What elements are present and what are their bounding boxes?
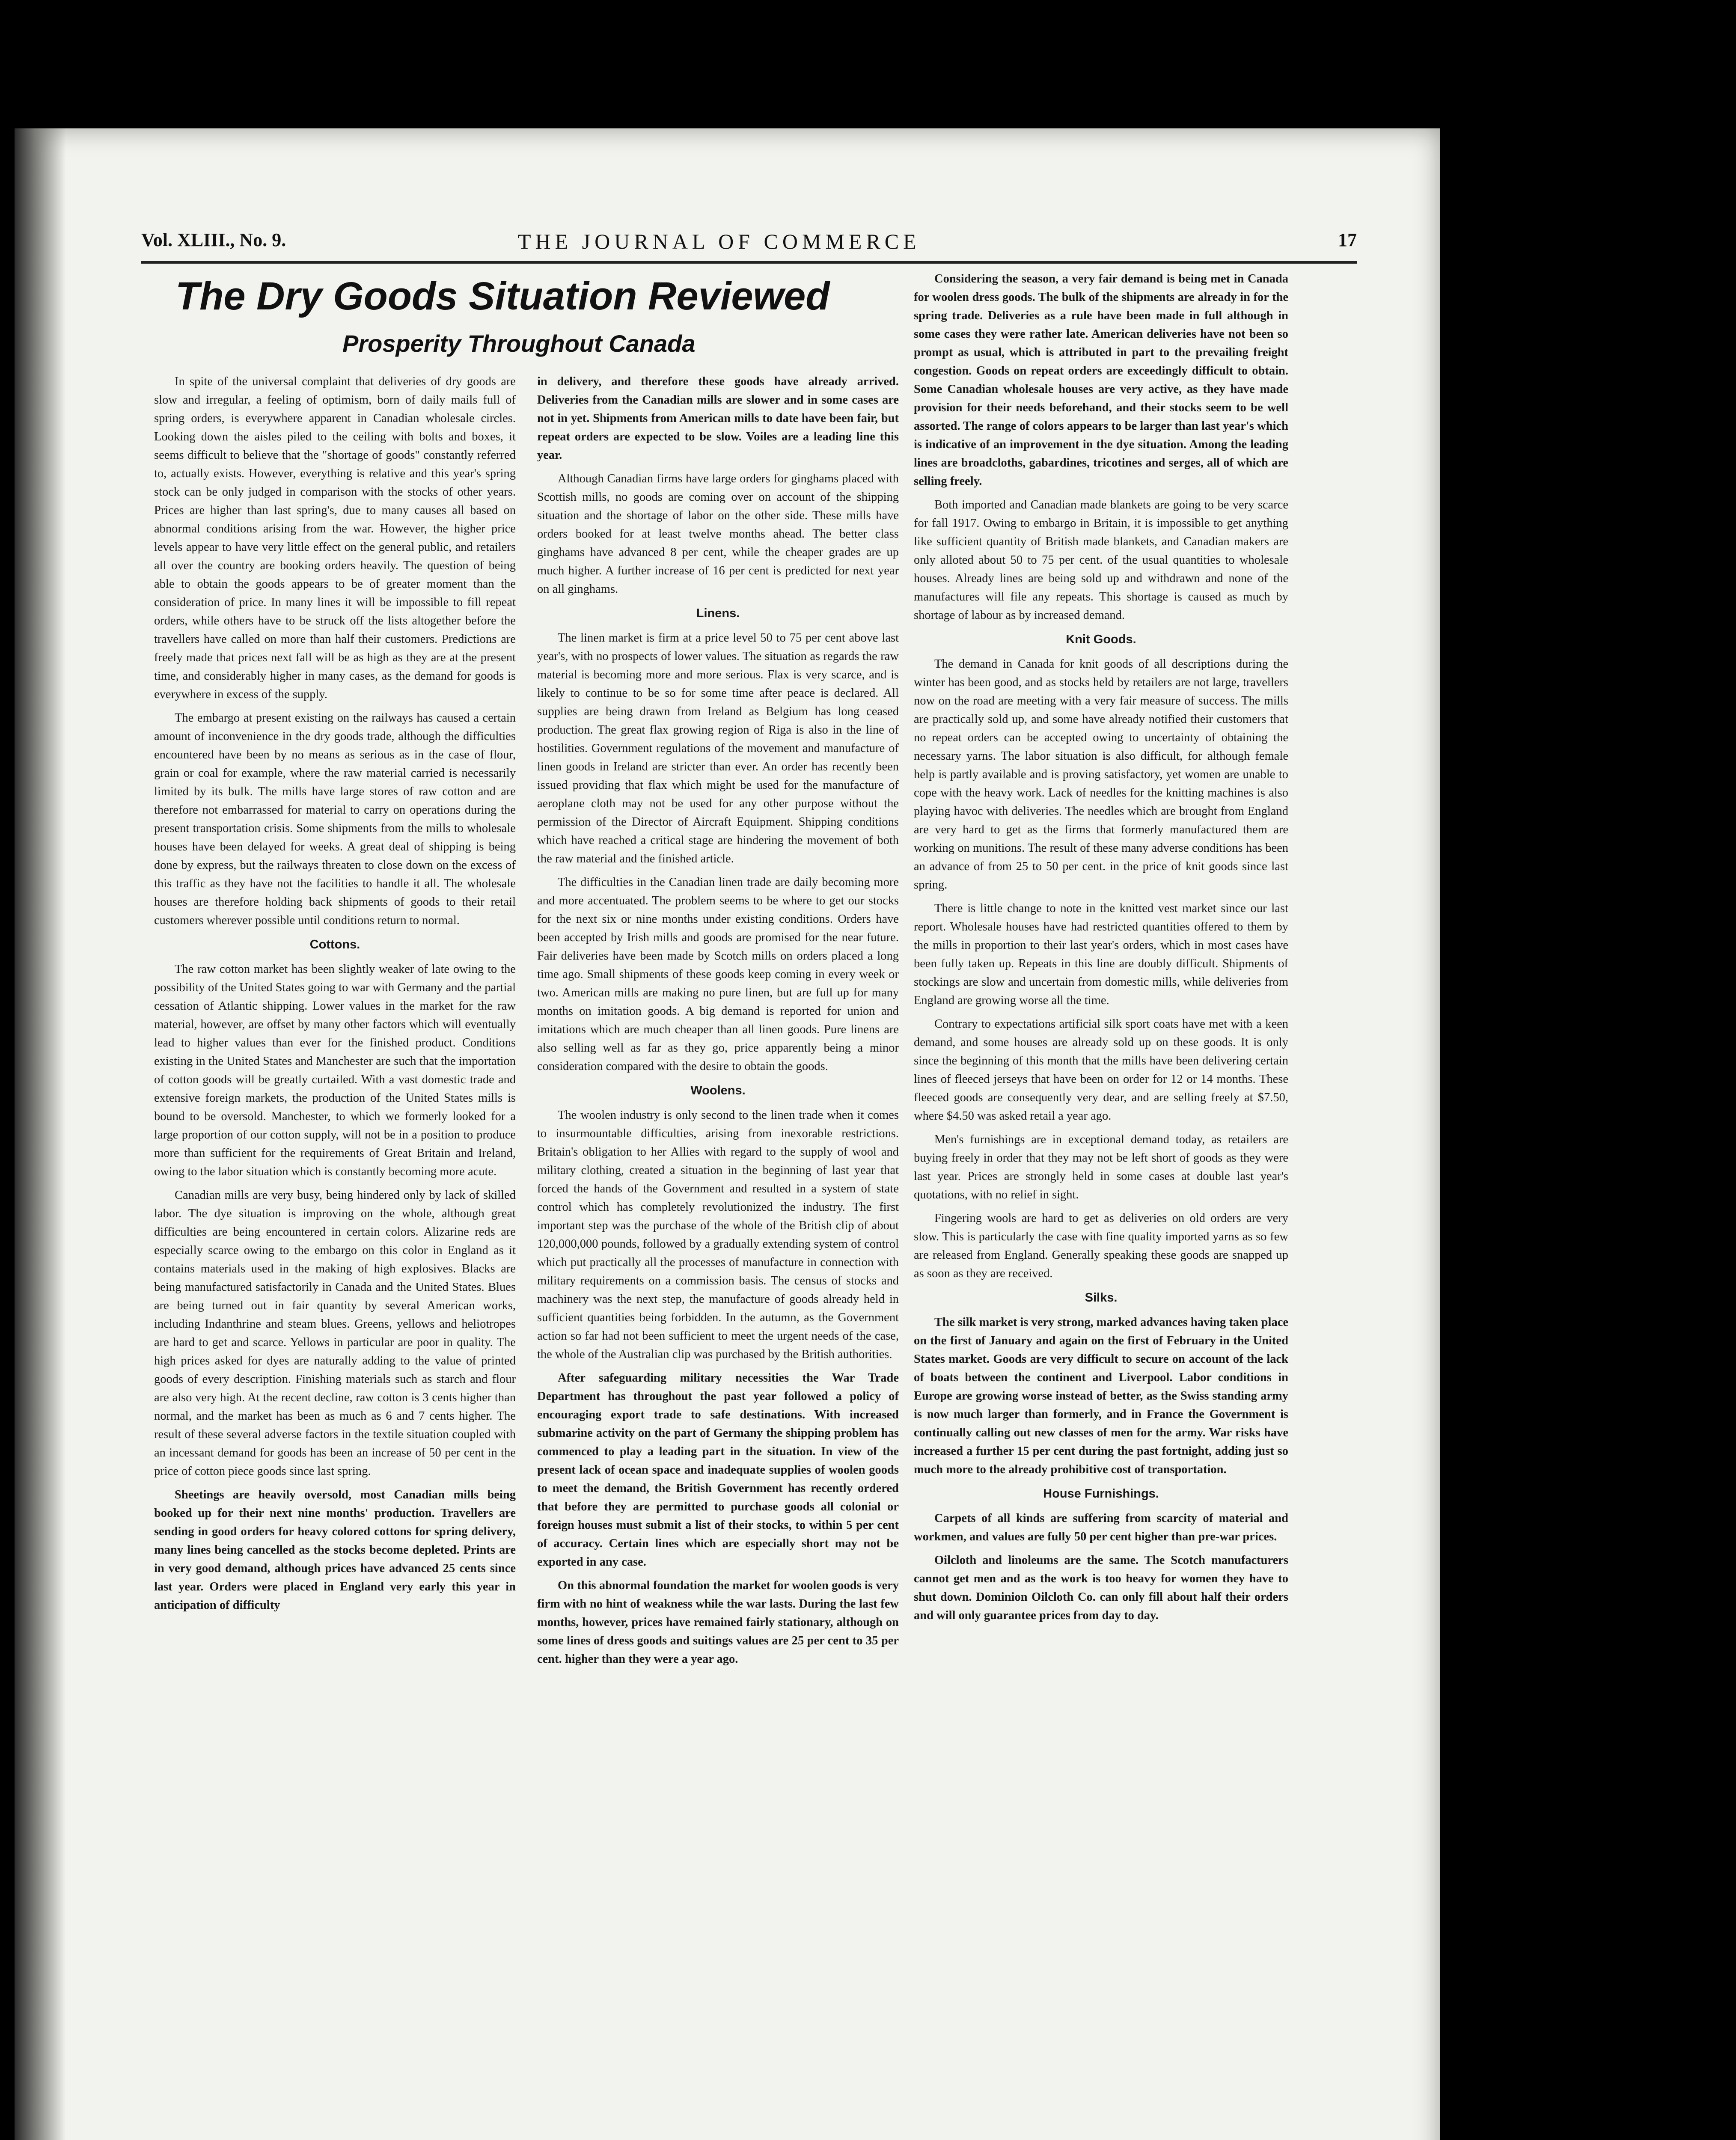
paragraph: Sheetings are heavily oversold, most Canadian mills being booked up for their next nine months' production. Travellers are sending in good orders for heavy colored cottons for spring delivery, many lines being cancelled as the stocks become depleted. Prints are in very good demand, although prices have advanced 25 cents since last year. Orders were placed in England very early this year in anticipation of difficulty — [154, 1488, 516, 1612]
volume-number: Vol. XLIII., No. 9. — [141, 229, 286, 250]
paragraph: The raw cotton market has been slightly weaker of late owing to the possibility of the United States going to war with Germany and the partial cessation of Atlantic shipping. Lower values in the market for the raw material, however, are offset by many other factors which will eventually lead to higher values than ever for the finished product. Conditions existing in the United States and Manchester are such that the importation of cotton goods will be greatly curtailed. With a vast domestic trade and extensive foreign markets, the production of the United States mills is bound to be oversold. Manchester, to which we formerly looked for a large proportion of our cotton supply, will not be in a position to produce more than sufficient for the requirements of Great Britain and Ireland, owing to the labor situation which is constantly becoming more acute. — [154, 963, 516, 1178]
paragraph: Men's furnishings are in exceptional demand today, as retailers are buying freely in order that they may not be left short of goods as they were last year. Prices are strongly held in some cases at double last year's quotations, with no relief in sight. — [914, 1133, 1288, 1201]
page-number: 17 — [1338, 229, 1357, 250]
article-headline: The Dry Goods Situation Reviewed — [175, 274, 830, 318]
header-rule — [141, 261, 1357, 264]
paragraph: Considering the season, a very fair demand is being met in Canada for woolen dress goods. The bulk of the shipments are already in for the spring trade. Deliveries as a rule have been made in full although in some cases they were rather late. American deliveries have not been so prompt as usual, which is attributed in part to the prevailing freight congestion. Goods on repeat orders are exceedingly difficult to obtain. Some Canadian wholesale houses are very active, as they have made provision for their needs beforehand, and their stocks seem to be well assorted. The range of colors appears to be larger than last year's which is indicative of an improvement in the dye situation. Among the leading lines are broadcloths, gabardines, tricotines and serges, all of which are selling freely. — [914, 272, 1288, 488]
paragraph: Canadian mills are very busy, being hindered only by lack of skilled labor. The dye situation is improving on the whole, although great difficulties are being encountered in certain colors. Alizarine reds are especially scarce owing to the embargo on this color in England as it contains materials used in the making of high explosives. Blacks are being manufactured satisfactorily in Canada and the United States. Blues are being turned out in fair quantity by several American works, including Indanthrine and steam blues. Greens, yellows and heliotropes are hard to get and scarce. Yellows in particular are poor in quality. The high prices asked for dyes are naturally adding to the value of printed goods of every description. Finishing materials such as starch and flour are also very high. At the recent decline, raw cotton is 3 cents higher than normal, and the market has been as much as 6 and 7 cents higher. The result of these several adverse factors in the textile situation coupled with an incessant demand for goods has been an increase of 50 per cent in the price of cotton piece goods since last spring. — [154, 1189, 516, 1478]
page-header — [141, 229, 1357, 259]
paragraph: After safeguarding military necessities the War Trade Department has throughout the past year followed a policy of encouraging export trade to safe destinations. With increased submarine activity on the part of Germany the shipping problem has commenced to play a leading part in the situation. In view of the present lack of ocean space and inadequate supplies of woolen goods to meet the demand, the British Government has recently ordered that before they are permitted to purchase goods all colonial or foreign houses must submit a list of their stocks, to within 5 per cent of accuracy. Certain lines which are especially short may not be exported in any case. — [537, 1371, 899, 1569]
column-3 — [914, 270, 1288, 1630]
paragraph: In spite of the universal complaint that deliveries of dry goods are slow and irregular, a feeling of optimism, born of daily mails full of spring orders, is everywhere apparent in Canadian wholesale circles. Looking down the aisles piled to the ceiling with bolts and boxes, it seems difficult to believe that the "shortage of goods" constantly referred to, actually exists. However, everything is relative and this year's spring stock can be only judged in comparison with the stocks of other years. Prices are higher than last spring's, due to many causes all based on abnormal conditions arising from the war. However, the higher price levels appear to have very little effect on the general public, and retailers all over the country are booking orders heavily. The question of being able to obtain the goods appears to be of greater moment than the consideration of price. In many lines it will be impossible to fill repeat orders, while others have to be struck off the lists altogether before the travellers have called on more than half their customers. Predictions are freely made that prices next fall will be as high as they are at the present time, and considerably higher in many cases, as the demand for goods is everywhere in excess of the supply. — [154, 375, 516, 701]
paragraph: The woolen industry is only second to the linen trade when it comes to insurmountable difficulties, arising from inexorable restrictions. Britain's obligation to her Allies with regard to the supply of wool and military clothing, created a situation in the beginning of last year that forced the hands of the Government and resulted in a system of state control which has completely revolutionized the industry. The first important step was the purchase of the whole of the British clip of about 120,000,000 pounds, followed by a gradually extending system of control which put practically all the processes of manufacture in connection with military requirements on a commission basis. The census of stocks and machinery was the next step, the manufacture of goods already held in sufficient quantities being forbidden. In the autumn, as the Government action so far had not been sufficient to meet the urgent needs of the case, the whole of the Australian clip was purchased by the British authorities. — [537, 1109, 899, 1361]
section-heading-linens: Linens. — [696, 606, 740, 620]
paragraph: Although Canadian firms have large orders for ginghams placed with Scottish mills, no goods are coming over on account of the shipping situation and the shortage of labor on the other side. These mills have orders booked for at least twelve months ahead. The better class ginghams have advanced 8 per cent, while the cheaper grades are up much higher. A further increase of 16 per cent is predicted for next year on all ginghams. — [537, 472, 899, 596]
paragraph: The linen market is firm at a price level 50 to 75 per cent above last year's, with no prospects of lower values. The situation as regards the raw material is becoming more and more serious. Flax is very scarce, and is likely to continue to be so for some time after peace is declared. All supplies are being drawn from Ireland as Belgium has long ceased production. The great flax growing region of Riga is also in the line of hostilities. Government regulations of the movement and manufacture of linen goods in Ireland are stricter than ever. An order has recently been issued providing that flax which might be used for the manufacture of aeroplane cloth may not be used for any other purpose without the permission of the Director of Aircraft Equipment. Shipping conditions which have reached a critical stage are hindering the movement of both the raw material and the finished article. — [537, 631, 899, 865]
paragraph: Both imported and Canadian made blankets are going to be very scarce for fall 1917. Owing to embargo in Britain, it is impossible to get anything like sufficient quantity of British made blankets, and Canadian makers are only alloted about 50 to 75 per cent. of the usual quantities to wholesale houses. Already lines are being sold up and withdrawn and none of the manufactures will file any repeats. This shortage is caused as much by shortage of labour as by increased demand. — [914, 498, 1288, 622]
paragraph: Fingering wools are hard to get as deliveries on old orders are very slow. This is particularly the case with fine quality imported yarns as so few are released from England. Generally speaking these goods are snapped up as soon as they are received. — [914, 1212, 1288, 1280]
paragraph: in delivery, and therefore these goods have already arrived. Deliveries from the Canadian mills are slower and in some cases are not in yet. Shipments from American mills to date have been fair, but repeat orders are expected to be slow. Voiles are a leading line this year. — [537, 375, 899, 462]
section-heading-house-furnishings: House Furnishings. — [1043, 1487, 1159, 1501]
section-heading-cottons: Cottons. — [309, 938, 360, 951]
paragraph: Oilcloth and linoleums are the same. The Scotch manufacturers cannot get men and as the work is too heavy for women they have to shut down. Dominion Oilcloth Co. can only fill about half their orders and will only guarantee prices from day to day. — [914, 1554, 1288, 1622]
paragraph: The silk market is very strong, marked advances having taken place on the first of January and again on the first of February in the United States market. Goods are very difficult to secure on account of the lack of boats between the continent and Liverpool. Labor conditions in Europe are growing worse instead of better, as the Swiss standing army is now much larger than formerly, and in France the Government is continually calling out new classes of men for the army. War risks have increased a further 15 per cent during the past fortnight, adding just so much more to the already prohibitive cost of transportation. — [914, 1316, 1288, 1476]
article-subheadline: Prosperity Throughout Canada — [342, 330, 696, 357]
paragraph: Contrary to expectations artificial silk sport coats have met with a keen demand, and some houses are already sold up on these goods. It is only since the beginning of this month that the mills have been delivering certain lines of fleeced jerseys that have been on order for 12 or 14 months. These fleeced goods are consequently very dear, and are selling freely at $7.50, where $4.50 was asked retail a year ago. — [914, 1017, 1288, 1123]
section-heading-silks: Silks. — [1085, 1291, 1118, 1305]
page-edge-shadow — [15, 128, 66, 2140]
paragraph: On this abnormal foundation the market for woolen goods is very firm with no hint of weakness while the war lasts. During the last few months, however, prices have remained fairly stationary, although on some lines of dress goods and suitings values are 25 per cent to 35 per cent. higher than they were a year ago. — [537, 1579, 899, 1666]
paragraph: The embargo at present existing on the railways has caused a certain amount of inconvenience in the dry goods trade, although the difficulties encountered have been by no means as serious as in the case of flour, grain or coal for example, where the raw material carried is necessarily limited by its bulk. The mills have large stores of raw cotton and are therefore not embarrassed for material to carry on operations during the present transportation crisis. Some shipments from the mills to wholesale houses have been delayed for weeks. A great deal of shipping is being done by express, but the railways threaten to close down on the excess of this traffic as they have not the facilities to handle it all. The wholesale houses are therefore holding back shipments of goods to their retail customers wherever possible until conditions return to normal. — [154, 711, 516, 927]
paragraph: Carpets of all kinds are suffering from scarcity of material and workmen, and values are fully 50 per cent higher than pre-war prices. — [914, 1512, 1288, 1543]
paragraph: The demand in Canada for knit goods of all descriptions during the winter has been good, and as stocks held by retailers are not large, travellers now on the road are meeting with a very fair measure of success. The mills are practically sold up, and some have already notified their customers that no repeat orders can be accepted owing to uncertainty of obtaining the necessary yarns. The labor situation is also difficult, for although female help is partly available and is proving satisfactory, yet women are unable to cope with the heavy work. Lack of needles for the knitting machines is also playing havoc with deliveries. The needles which are brought from England are very hard to get as the firms that formerly manufactured them are working on munitions. The result of these many adverse conditions has been an advance of from 25 to 50 per cent. in the price of knit goods since last spring. — [914, 657, 1288, 892]
paragraph: The difficulties in the Canadian linen trade are daily becoming more and more accentuated. The problem seems to be where to get our stocks for the next six or nine months under existing conditions. Orders have been accepted by Irish mills and goods are promised for the near future. Fair deliveries have been made by Scotch mills on orders placed a long time ago. Small shipments of these goods keep coming in every week or two. American mills are making no pure linen, but are full up for many months on imitation goods. A big demand is reported for union and imitations which are much cheaper than all linen goods. Pure linens are also selling well as far as they go, price apparently being a minor consideration compared with the desire to obtain the goods. — [537, 876, 899, 1073]
journal-title: THE JOURNAL OF COMMERCE — [518, 229, 921, 253]
section-heading-knit-goods: Knit Goods. — [1066, 633, 1136, 646]
section-heading-woolens: Woolens. — [690, 1084, 746, 1097]
column-2 — [537, 372, 899, 1673]
paragraph: There is little change to note in the knitted vest market since our last report. Wholesale houses have had restricted quantities offered to them by the mills in proportion to their last year's orders, which in most cases have been fully taken up. Repeats in this line are doubly difficult. Shipments of stockings are slow and uncertain from domestic mills, while deliveries from England are growing worse all the time. — [914, 902, 1288, 1007]
column-1 — [154, 372, 516, 1620]
